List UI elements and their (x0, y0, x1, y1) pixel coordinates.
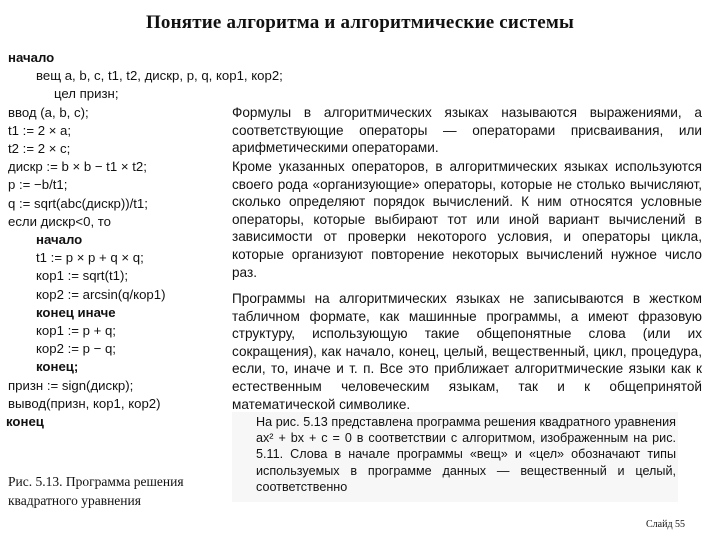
figure-caption: Рис. 5.13. Программа решения квадратного уравнения (8, 474, 184, 508)
code-line: если дискр<0, то (8, 213, 112, 229)
figure-note-text: На рис. 5.13 представлена программа решения квадратного уравнения ax² + bx + c = 0 в соответствии с алгоритмом, изображенным на рис. 5.11. Слова в начале программы «вещ» и «цел» обозначают типы используемых в программе данных — вещественный и целый, соответственно (256, 415, 676, 494)
paragraph-organizing-operators: Кроме указанных операторов, в алгоритмических языках используются своего рода «организующие» операторы, которые не столько вычисляют, сколько определяют порядок вычислений. К ним относятся условные операторы, которые выбирают тот или иной вариант вычислений в зависимости от проверки некоторого условия, и операторы цикла, которые организуют повторение некоторых вычислений нужное число раз. (232, 159, 702, 280)
code-line: конец (6, 414, 44, 429)
code-line: t1 := p × p + q × q; (36, 250, 144, 266)
code-line: ввод (a, b, c); (8, 104, 89, 120)
code-line: начало (36, 232, 83, 247)
code-line: кор1 := sqrt(t1); (36, 268, 129, 284)
code-line: цел призн; (54, 86, 119, 102)
code-line: начало (8, 50, 55, 65)
code-line: кор2 := arcsin(q/кор1) (36, 286, 166, 302)
code-line: кор2 := p − q; (36, 341, 116, 357)
code-line: q := sqrt(abc(дискр))/t1; (8, 195, 148, 211)
slide-title: Понятие алгоритма и алгоритмические системы (145, 12, 575, 33)
code-line: t2 := 2 × c; (8, 141, 71, 156)
code-line: кор1 := p + q; (36, 323, 116, 338)
code-line: конец иначе (36, 304, 116, 320)
code-line: призн := sign(дискр); (8, 377, 134, 393)
code-line: t1 := 2 × a; (8, 122, 72, 138)
code-line: вещ a, b, c, t1, t2, дискр, p, q, кор1, кор2; (36, 68, 283, 84)
paragraph-phrase-structure: Программы на алгоритмических языках не записываются в жестком табличном формате, как машинные программы, а имеют фразовую структуру, использующую такие общепонятные слова (или их сокращения), как начало, конец, целый, вещественный, цикл, процедура, если, то, иначе и т. п. Все это приближает алгоритмические языки как к естественным человеческим языкам, так и к общепринятой математической символике. (232, 291, 702, 412)
code-line: конец; (36, 359, 79, 375)
figure-note-box (232, 412, 678, 502)
paragraph-expressions: Формулы в алгоритмических языках называются выражениями, а соответствующие операторы — операторами присваивания, или арифметическими операторами. (232, 105, 702, 156)
code-line: дискр := b × b − t1 × t2; (8, 159, 147, 175)
slide-number: Слайд 55 (646, 519, 686, 530)
code-line: p := −b/t1; (8, 177, 68, 193)
code-line: вывод(призн, кор1, кор2) (8, 395, 161, 411)
